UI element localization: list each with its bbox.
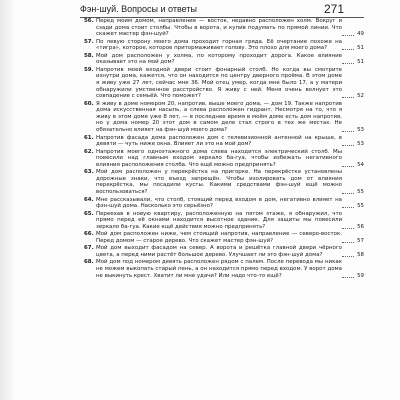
toc-entry (84, 67, 364, 100)
entry-number: 65. (84, 210, 94, 217)
toc-entry (84, 39, 364, 52)
toc-entry (84, 101, 364, 134)
entry-page: 56 (342, 224, 364, 231)
toc-entry (84, 135, 364, 148)
toc-entry (84, 197, 364, 210)
entry-text: Мой дом расположен у перекрёстка на пригорке. На перекрёстке установлены дорожные знаки, что въезд запрещён. Чтобы изолировать дом от влияния перекрёстка, мы посадили кусты. Какими средствами фэн-шуй ещё можно воспользоваться? (96, 169, 342, 196)
entry-page: 54 (342, 162, 364, 169)
table-of-contents-list (84, 18, 364, 280)
entry-page: 57 (342, 238, 364, 245)
toc-entry (84, 231, 364, 244)
entry-text: Напротив моей входной двери стоит фонарный столб. Но когда вы смотрите изнутри дома, кажется, что он находится по центру дверного проёма. В этом доме я живу уже 27 лет, сейчас мне 36. Мой отец умер, когда мне было 17, а у матери обнаружили умственное расстройство. Я живу с ней. Меня очень волнует это совпадение с семьёй. Что поможет? (96, 66, 342, 100)
toc-entry (84, 259, 364, 279)
entry-page: 52 (342, 93, 364, 100)
entry-text: Переехав в новую квартиру, расположенную на пятом этаже, я обнаружил, что прямо перед её окнами находится высотное здание. Для защиты мы повесили зеркало ба-гуа. Какие ещё действия можно предпринять? (96, 210, 342, 230)
page-number: 271 (323, 2, 344, 16)
entry-page: 55 (342, 203, 364, 210)
entry-text: По левую сторону моего дома проходит горная гряда. Её очертание похоже на «тигра», которое, которое притормаживает голову. Это плохо для моего дома? (96, 38, 342, 52)
toc-entry (84, 53, 364, 66)
entry-number: 57. (84, 38, 94, 45)
entry-number: 59. (84, 66, 94, 73)
entry-page: 59 (342, 273, 364, 280)
entry-page: 53 (342, 127, 364, 134)
entry-number: 63. (84, 169, 94, 176)
entry-number: 66. (84, 231, 94, 238)
entry-text: Мой дом выходит фасадом на север. А ворота и решётка главной двери чёрного цвета, а перед ними растёт большое дерево. Улучшает ли это фэн-шуй дома? (96, 245, 342, 258)
entry-page: 53 (342, 141, 364, 148)
toc-entry (84, 169, 364, 195)
entry-page: 51 (342, 59, 364, 66)
entry-number: 60. (84, 100, 94, 107)
entry-text: Мой дом расположен ниже, чем стоящий напротив, направление — северо-восток. Перед домом — старое дерево. Что скажет мастер фэн-шуй? (96, 231, 342, 244)
entry-number: 56. (84, 18, 94, 24)
entry-text: Напротив моего одноэтажного дома слева находится электрический столб. Мы повесили над главным входом зеркало ба-гуа, чтобы избежать негативного влияния расположения столба. Что ещё можно предпринять? (96, 148, 342, 168)
entry-number: 68. (84, 259, 94, 266)
entry-text: Я живу в доме номером 20, напротив, выше моего дома, — дом 19. Также напротив дома искусственная насыпь, а слева расположен гидрант. Несмотря на то, что я живу в этом доме уже 8 лет, — в последнее время в моём доме есть дом напротив, но у дома номер 20 этот дом в самом деле стал строго в тех же местах. Не обязательно влияет на фэн-шуй моего дома? (96, 100, 342, 134)
toc-entry (84, 245, 364, 258)
entry-text: Мне рассказывали, что столб, стоящий перед входом в дом, негативно влияет на фэн-шуй дома. Насколько это серьёзно? (96, 196, 342, 210)
entry-page: 58 (342, 252, 364, 259)
page-gutter-shadow (0, 0, 16, 400)
entry-text: Напротив фасада дома расположен дом с телевизионной антенной на крыше, в девяти — чуть ниже окна. Влияет ли это на мой дом? (96, 134, 342, 148)
entry-number: 61. (84, 134, 94, 141)
entry-page: 55 (342, 189, 364, 196)
entry-number: 67. (84, 245, 94, 252)
entry-number: 64. (84, 196, 94, 203)
entry-text: Мой дом под номером девять расположен рядом с палем. После перевода мы никак не можем выкопать старый пень, а он находится прямо перед входом. У ворот дома не выкинуть крест. Хватит ли мне удачи? Или надо что-то ещё? (96, 259, 342, 279)
entry-page: 51 (342, 45, 364, 52)
entry-number: 58. (84, 52, 94, 59)
entry-page: 49 (342, 31, 364, 38)
entry-text: Мой дом расположен у холма, по которому проходит дорога. Какое влияние оказывает это на мой дом? (96, 52, 342, 66)
entry-number: 62. (84, 148, 94, 155)
page-header (80, 2, 400, 18)
toc-entry (84, 18, 364, 38)
running-title: Фэн-шуй. Вопросы и ответы (80, 4, 197, 14)
entry-text: Перед моим домом, направление — восток, недавно расположен холм. Вокруг и сзади дома стоит столбы. Чтобы в ворота, и купив подумать по прямой линии. Что скажет мастер фэн-шуй? (96, 18, 342, 38)
toc-entry (84, 149, 364, 169)
toc-entry (84, 211, 364, 231)
